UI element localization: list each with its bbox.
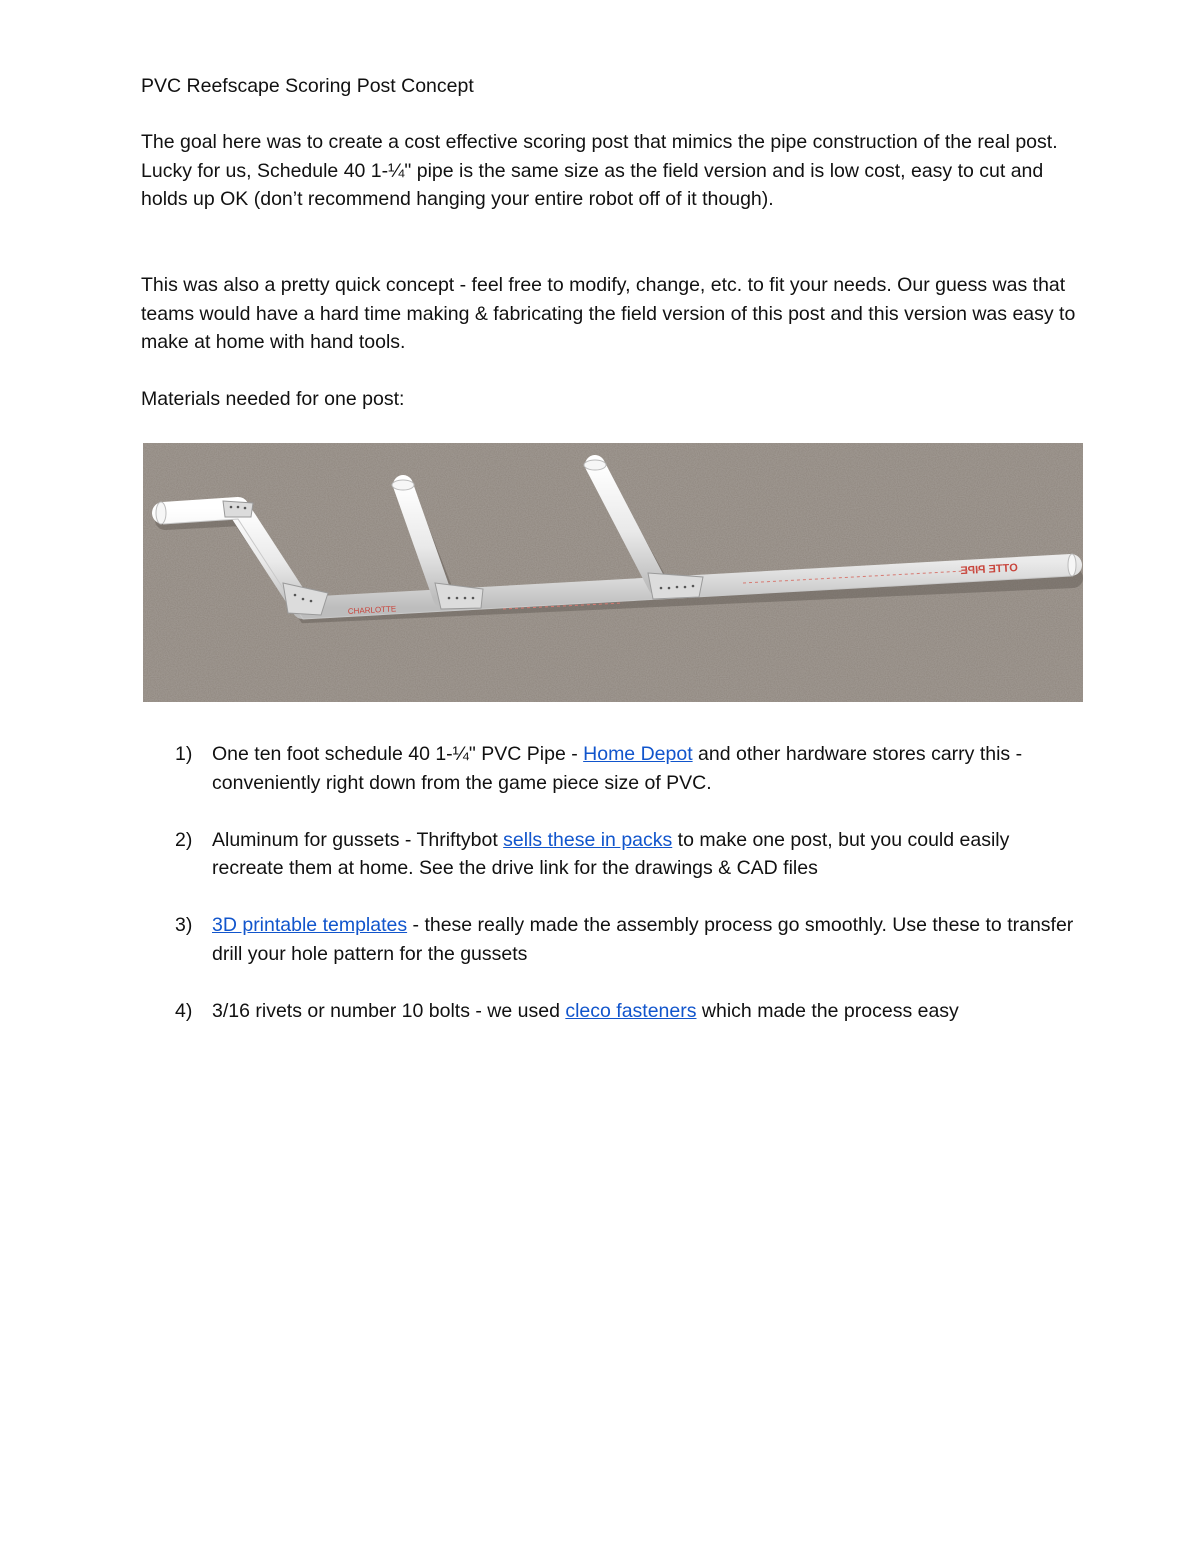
materials-list bbox=[141, 740, 1081, 1054]
list-item bbox=[141, 740, 1081, 797]
list-number: 4) bbox=[175, 999, 193, 1022]
list-item bbox=[141, 826, 1081, 883]
item-text: and other hardware stores carry this - conveniently right down from the game piece size of PVC. bbox=[212, 743, 1023, 794]
document-title: PVC Reefscape Scoring Post Concept bbox=[141, 75, 474, 97]
list-number: 1) bbox=[175, 743, 193, 765]
list-number: 3) bbox=[175, 914, 193, 936]
pvc-post-photo bbox=[143, 443, 1083, 702]
item-text: One ten foot schedule 40 1-¼" PVC Pipe - bbox=[212, 743, 584, 765]
concept-paragraph: This was also a pretty quick concept - feel free to modify, change, etc. to fit your needs. Our guess was that teams would have a hard time making & fabricating the field version of this post and this version was easy to make at home with hand tools. bbox=[141, 274, 1076, 353]
item-text: which made the process easy bbox=[696, 999, 959, 1022]
printable-templates-link[interactable]: 3D printable templates bbox=[212, 914, 408, 936]
list-item bbox=[141, 997, 1081, 1026]
pipe-print-charlotte: CHARLOTTE bbox=[347, 604, 397, 616]
branch-end-2 bbox=[584, 460, 606, 470]
pipe-end-left bbox=[156, 502, 166, 524]
item-text: - these really made the assembly process go smoothly. Use these to transfer drill your hole pattern for the gussets bbox=[212, 914, 1074, 965]
item-text: Aluminum for gussets - Thriftybot bbox=[212, 828, 504, 851]
sells-in-packs-link[interactable]: sells these in packs bbox=[503, 828, 673, 851]
home-depot-link[interactable]: Home Depot bbox=[583, 743, 693, 765]
list-number: 2) bbox=[175, 828, 193, 851]
gusset-top bbox=[223, 501, 253, 517]
item-text: to make one post, but you could easily recreate them at home. See the drive link for the drawings & CAD files bbox=[212, 828, 1010, 879]
materials-heading: Materials needed for one post: bbox=[141, 388, 405, 410]
list-item bbox=[141, 911, 1081, 968]
pipe-end-right bbox=[1068, 554, 1076, 576]
intro-paragraph: The goal here was to create a cost effective scoring post that mimics the pipe construction of the real post. Lucky for us, Schedule 40 1-¼" pipe is the same size as the field version and is low cost, easy to cut and holds up OK (don’t recommend hanging your entire robot off of it though). bbox=[141, 131, 1058, 210]
cleco-fasteners-link[interactable]: cleco fasteners bbox=[565, 999, 697, 1022]
pipe-print-otte: OTTE PIPE bbox=[960, 562, 1019, 578]
item-text: 3/16 rivets or number 10 bolts - we used bbox=[212, 999, 566, 1022]
gusset-branch-2 bbox=[648, 573, 703, 599]
branch-end-1 bbox=[392, 480, 414, 490]
